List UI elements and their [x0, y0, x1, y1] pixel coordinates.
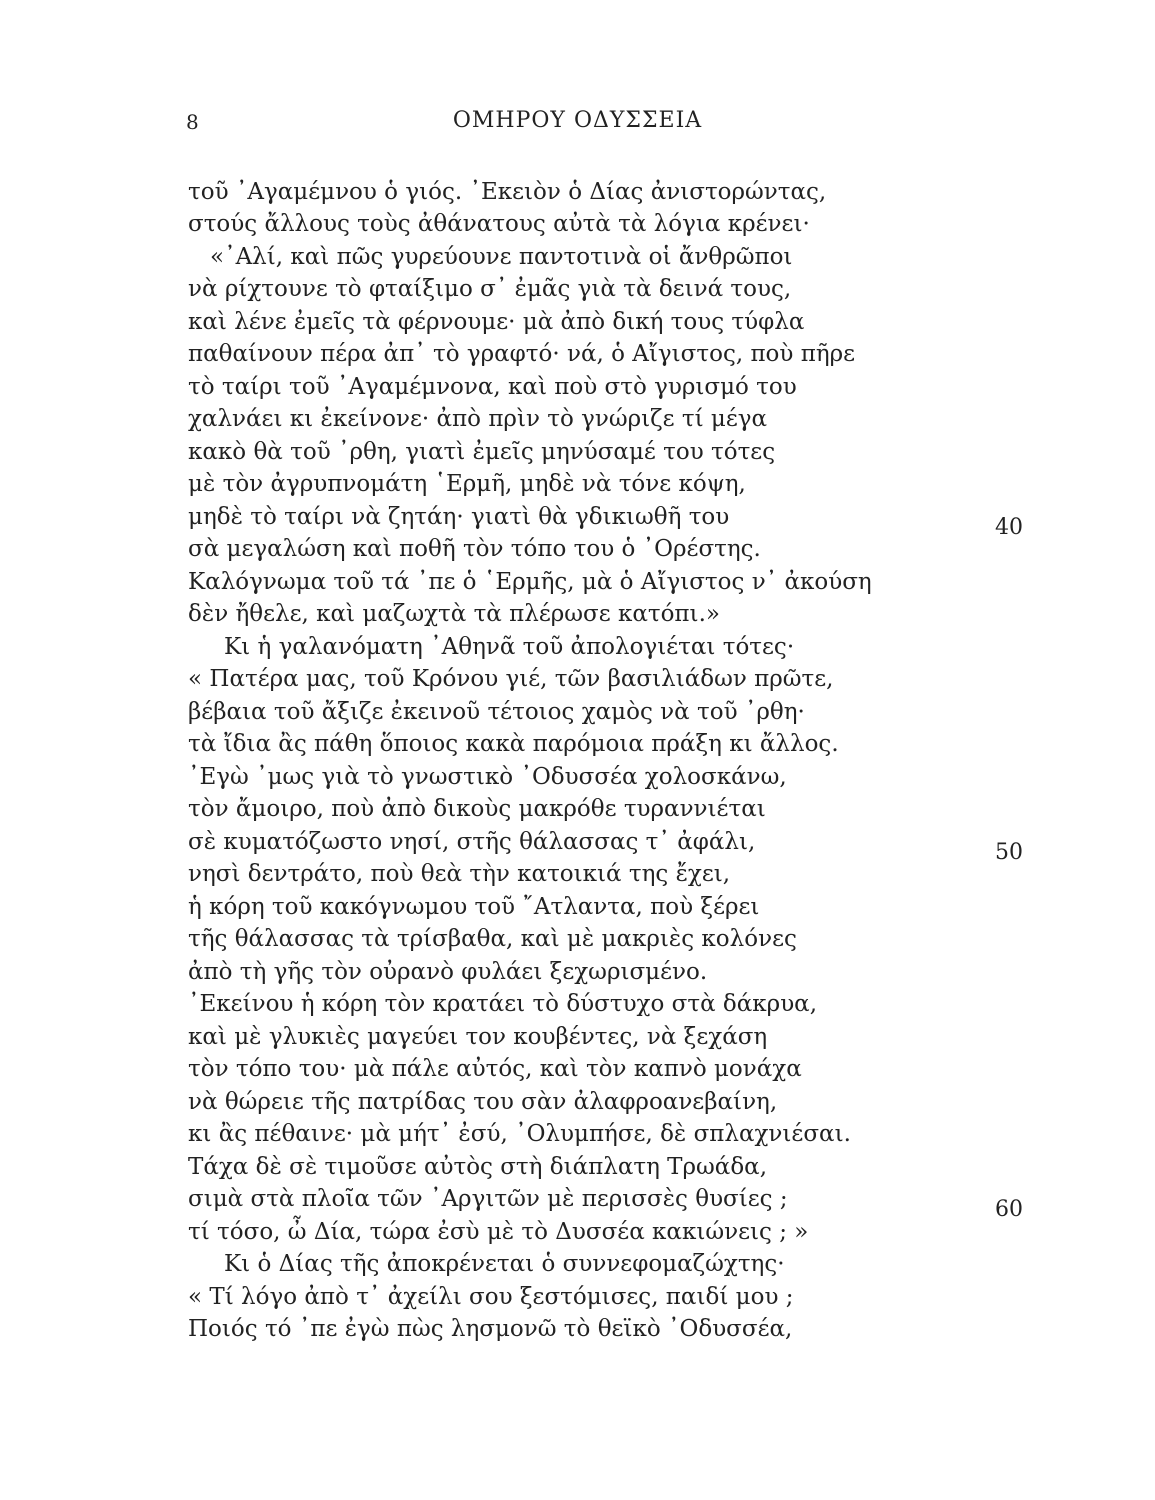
verse-line: καὶ μὲ γλυκιὲς μαγεύει τον κουβέντες, νὰ ξεχάση [188, 1024, 768, 1050]
verse-line: νησὶ δεντράτο, ποὺ θεὰ τὴν κατοικιά της ἔχει, [188, 861, 731, 887]
verse-line: σὲ κυματόζωστο νησί, στῆς θάλασσας τ᾿ ἀφάλι, [188, 829, 756, 855]
verse-line: τὸν τόπο του· μὰ πάλε αὐτός, καὶ τὸν καπνὸ μονάχα [188, 1056, 802, 1082]
verse-line: δὲν ἤθελε, καὶ μαζωχτὰ τὰ πλέρωσε κατόπι.» [188, 601, 720, 627]
verse-line: σὰ μεγαλώση καὶ ποθῆ τὸν τόπο του ὁ ᾿Ορέστης. [188, 536, 761, 562]
verse-line: σιμὰ στὰ πλοῖα τῶν ᾿Αργιτῶν μὲ περισσὲς θυσίες ; [188, 1186, 788, 1212]
verse-line: Κι ἡ γαλανόματη ᾿Αθηνᾶ τοῦ ἀπολογιέται τότες· [224, 634, 795, 660]
verse-line: «᾿Αλί, καὶ πῶς γυρεύουνε παντοτινὰ οἱ ἄνθρῶποι [210, 244, 793, 270]
verse-line: κακὸ θὰ τοῦ ᾿ρθη, γιατὶ ἐμεῖς μηνύσαμέ του τότες [188, 439, 776, 465]
verse-line: τὸν ἄμοιρο, ποὺ ἀπὸ δικοὺς μακρόθε τυραννιέται [188, 796, 766, 822]
verse-line: Τάχα δὲ σὲ τιμοῦσε αὐτὸς στὴ διάπλατη Τρωάδα, [188, 1154, 768, 1180]
page-number: 8 [186, 110, 199, 134]
verse-line: τί τόσο, ὦ Δία, τώρα ἐσὺ μὲ τὸ Δυσσέα κακιώνεις ; » [188, 1219, 809, 1245]
running-head: ΟΜΗΡΟΥ ΟΔΥΣΣΕΙΑ [452, 108, 703, 133]
verse-line: τῆς θάλασσας τὰ τρίσβαθα, καὶ μὲ μακριὲς κολόνες [188, 926, 797, 952]
line-number: 60 [995, 1197, 1023, 1222]
verse-line: « Τί λόγο ἀπὸ τ᾿ ἀχείλι σου ξεστόμισες, παιδί μου ; [188, 1284, 794, 1310]
verse-line: καὶ λένε ἐμεῖς τὰ φέρνουμε· μὰ ἀπὸ δική τους τύφλα [188, 309, 805, 335]
verse-line: ᾿Εγὼ ᾿μως γιὰ τὸ γνωστικὸ ᾿Οδυσσέα χολοσκάνω, [188, 764, 787, 790]
verse-line: μηδὲ τὸ ταίρι νὰ ζητάη· γιατὶ θὰ γδικιωθῆ του [188, 504, 730, 530]
verse-line: Ποιός τό ᾿πε ἐγὼ πὼς λησμονῶ τὸ θεϊκὸ ᾿Οδυσσέα, [188, 1316, 793, 1342]
verse-line: Κι ὁ Δίας τῆς ἀποκρένεται ὁ συννεφομαζώχτης· [224, 1251, 785, 1277]
verse-line: ᾿Εκείνου ἡ κόρη τὸν κρατάει τὸ δύστυχο στὰ δάκρυα, [188, 991, 818, 1017]
verse-line: ἀπὸ τὴ γῆς τὸν οὐρανὸ φυλάει ξεχωρισμένο. [188, 959, 708, 985]
line-number: 40 [995, 515, 1023, 540]
verse-line: τοῦ ᾿Αγαμέμνου ὁ γιός. ᾿Εκειὸν ὁ Δίας ἀνιστορώντας, [188, 179, 827, 205]
verse-line: Καλόγνωμα τοῦ τά ᾿πε ὁ ῾Ερμῆς, μὰ ὁ Αἴγιστος ν᾿ ἀκούση [188, 569, 872, 595]
verse-line: κι ἂς πέθαινε· μὰ μήτ᾿ ἐσύ, ᾿Ολυμπήσε, δὲ σπλαχνιέσαι. [188, 1121, 851, 1147]
verse-line: βέβαια τοῦ ἄξιζε ἐκεινοῦ τέτοιος χαμὸς νὰ τοῦ ᾿ρθη· [188, 699, 805, 725]
verse-line: στούς ἄλλους τοὺς ἀθάνατους αὐτὰ τὰ λόγια κρένει· [188, 211, 810, 237]
line-number: 50 [995, 840, 1023, 865]
verse-line: χαλνάει κι ἐκείνονε· ἀπὸ πρὶν τὸ γνώριζε τί μέγα [188, 406, 768, 432]
verse-line: τὰ ἴδια ἂς πάθη ὅποιος κακὰ παρόμοια πράξη κι ἄλλος. [188, 731, 839, 757]
verse-line: « Πατέρα μας, τοῦ Κρόνου γιέ, τῶν βασιλιάδων πρῶτε, [188, 666, 834, 692]
verse-line: μὲ τὸν ἀγρυπνομάτη ῾Ερμῆ, μηδὲ νὰ τόνε κόψη, [188, 471, 746, 497]
verse-line: νὰ θώρειε τῆς πατρίδας του σὰν ἀλαφροανεβαίνη, [188, 1089, 778, 1115]
verse-line: ἡ κόρη τοῦ κακόγνωμου τοῦ ῎Ατλαντα, ποὺ ξέρει [188, 894, 760, 920]
verse-line: νὰ ρίχτουνε τὸ φταίξιμο σ᾿ ἐμᾶς γιὰ τὰ δεινά τους, [188, 276, 792, 302]
verse-line: παθαίνουν πέρα ἀπ᾿ τὸ γραφτό· νά, ὁ Αἴγιστος, ποὺ πῆρε [188, 341, 856, 367]
verse-line: τὸ ταίρι τοῦ ᾿Αγαμέμνονα, καὶ ποὺ στὸ γυρισμό του [188, 374, 797, 400]
